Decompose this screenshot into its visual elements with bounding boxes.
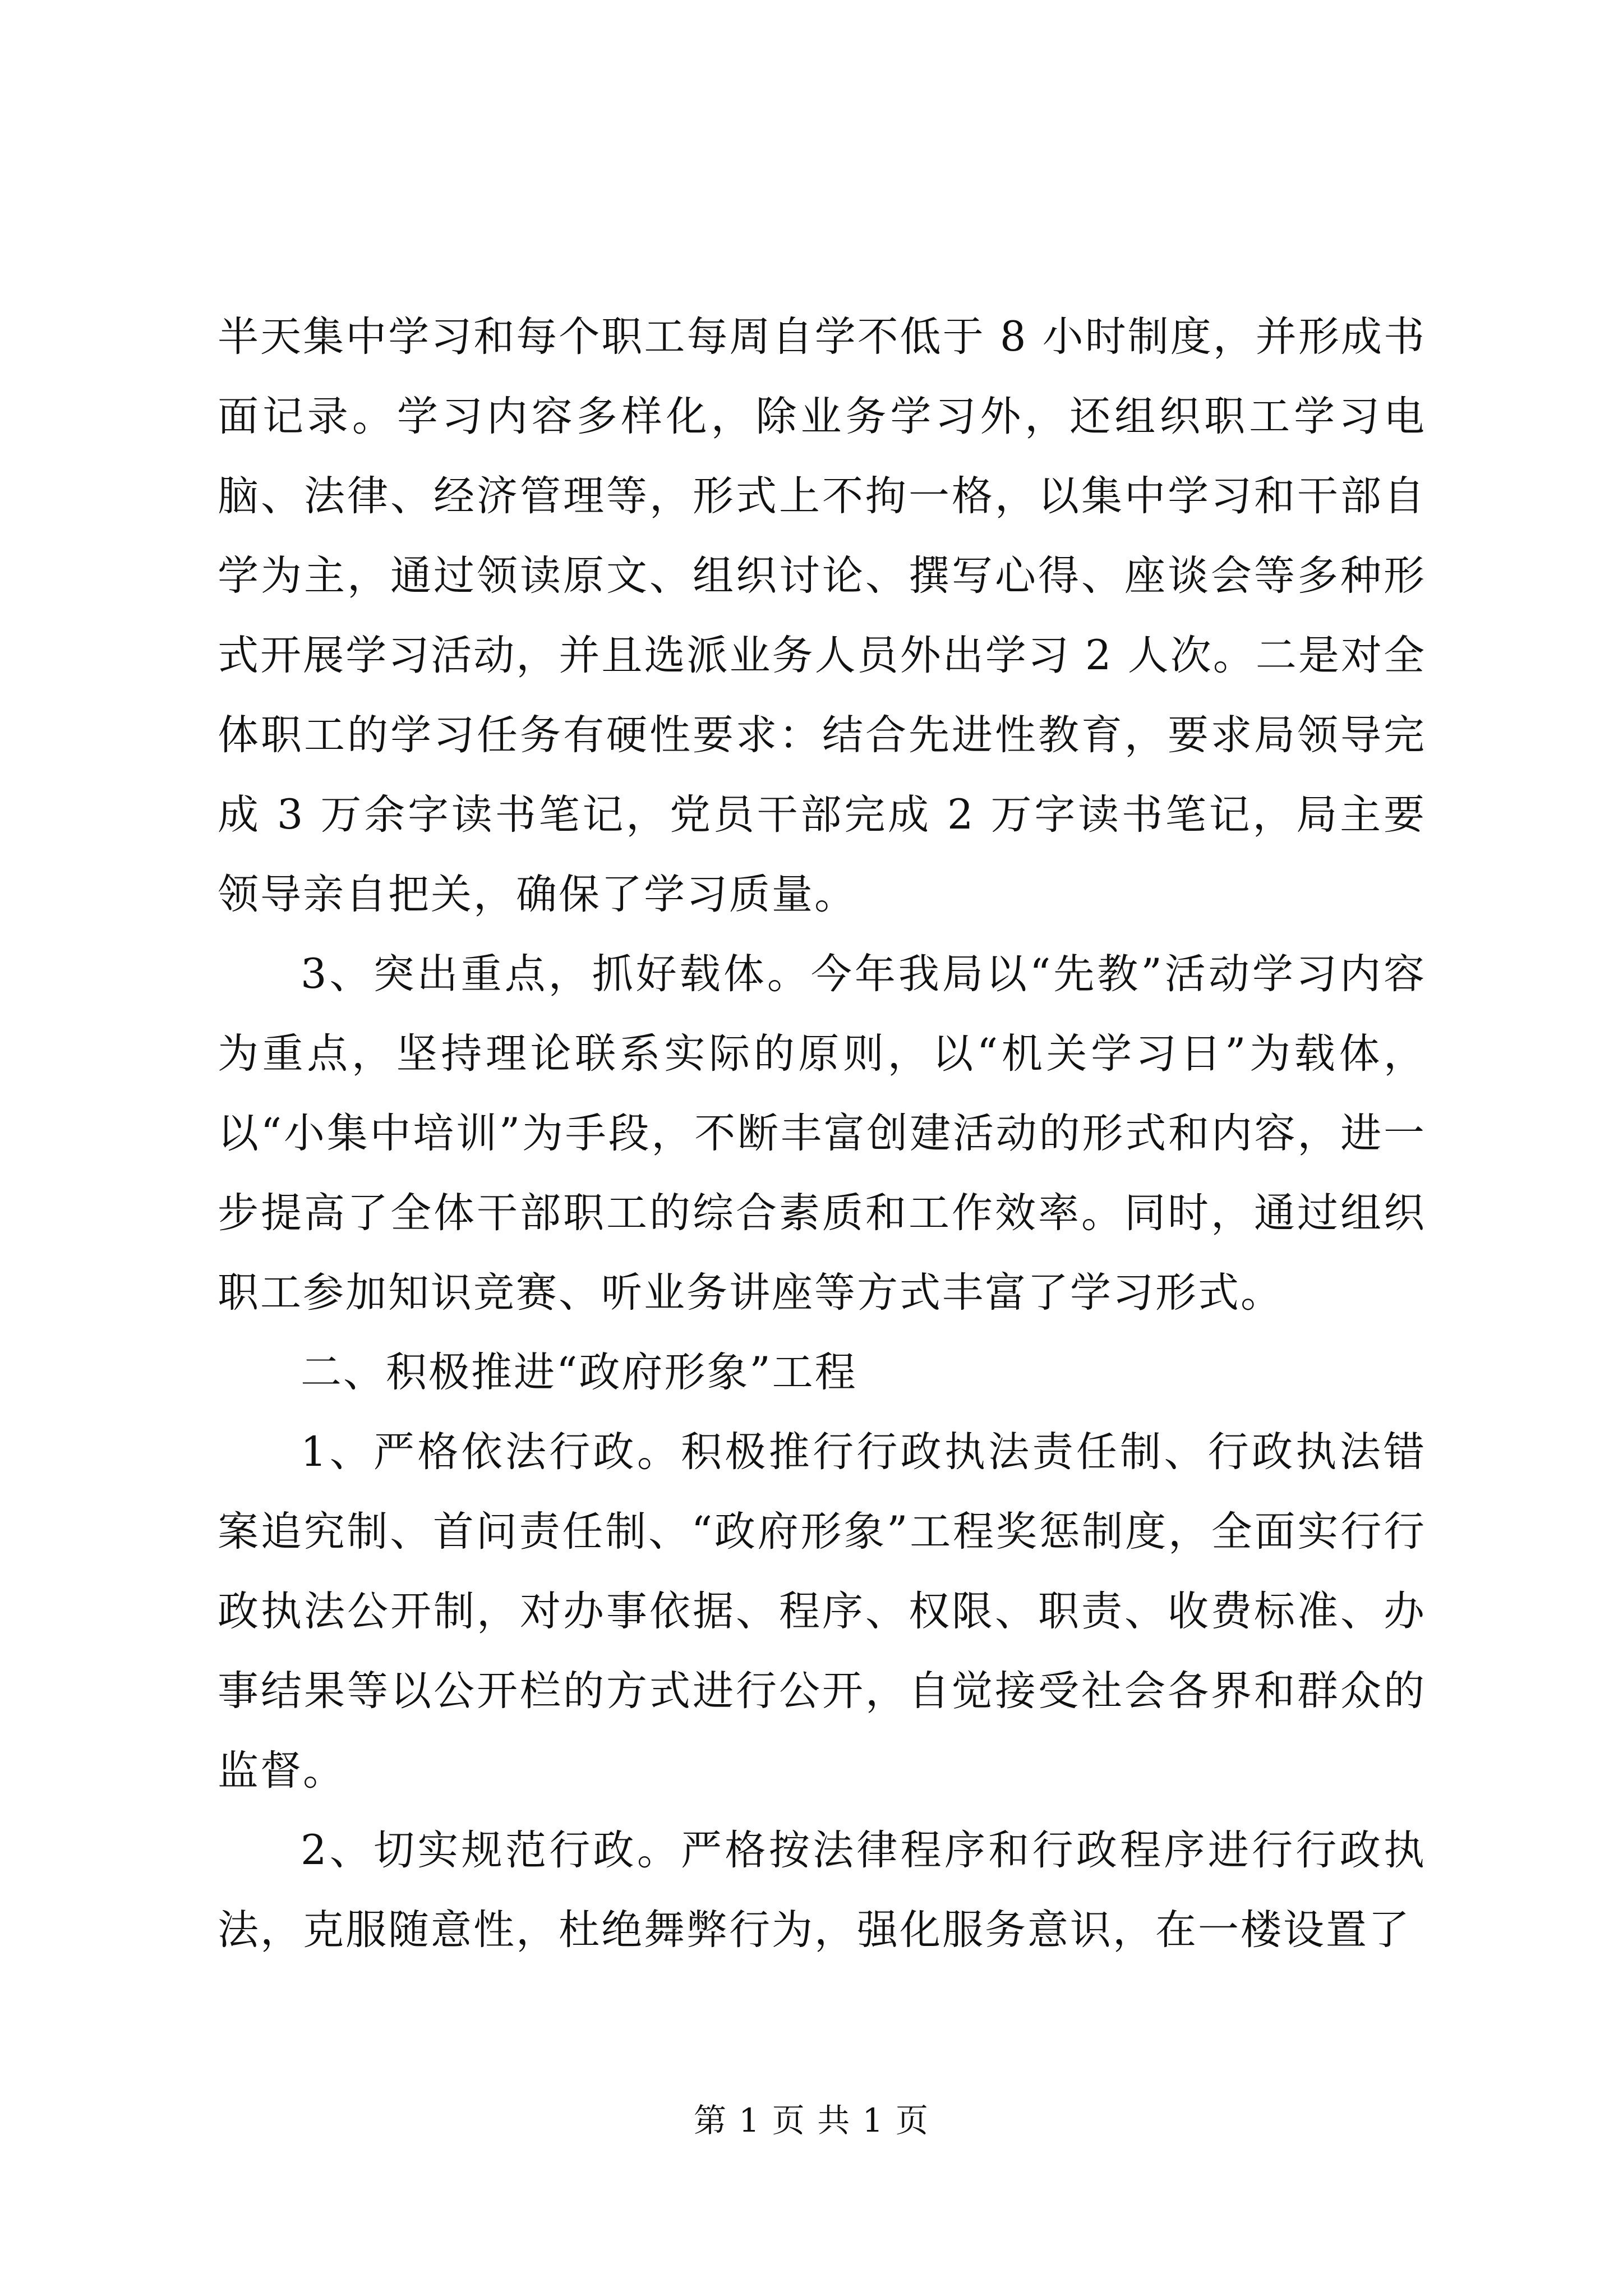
paragraph-1: 半天集中学习和每个职工每周自学不低于 8 小时制度，并形成书面记录。学习内容多样化，除业务学习外，还组织职工学习电脑、法律、经济管理等，形式上不拘一格，以集中学习和干部自学为主，通过领读原文、组织讨论、撰写心得、座谈会等多种形式开展学习活动，并且选派业务人员外出学习 2 人次。二是对全体职工的学习任务有硬性要求：结合先进性教育，要求局领导完成 3 万余字读书笔记，党员干部完成 2 万字读书笔记，局主要领导亲自把关，确保了学习质量。 xyxy=(218,313,1426,918)
page-footer: 第 1 页 共 1 页 xyxy=(694,2101,929,2139)
section-heading: 二、积极推进“政府形象”工程 xyxy=(301,1349,857,1396)
paragraph-4: 2、切实规范行政。严格按法律程序和行政程序进行行政执法，克服随意性，杜绝舞弊行为，强化服务意识，在一楼设置了 xyxy=(218,1826,1426,1954)
paragraph-3: 1、严格依法行政。积极推行行政执法责任制、行政执法错案追究制、首问责任制、“政府形象”工程奖惩制度，全面实行行政执法公开制，对办事依据、程序、权限、职责、收费标准、办事结果等以公开栏的方式进行公开，自觉接受社会各界和群众的监督。 xyxy=(218,1428,1426,1795)
document-body xyxy=(218,297,1426,1970)
paragraph-2: 3、突出重点，抓好载体。今年我局以“先教”活动学习内容为重点，坚持理论联系实际的原则，以“机关学习日”为载体，以“小集中培训”为手段，不断丰富创建活动的形式和内容，进一步提高了全体干部职工的综合素质和工作效率。同时，通过组织职工参加知识竞赛、听业务讲座等方式丰富了学习形式。 xyxy=(218,950,1426,1317)
